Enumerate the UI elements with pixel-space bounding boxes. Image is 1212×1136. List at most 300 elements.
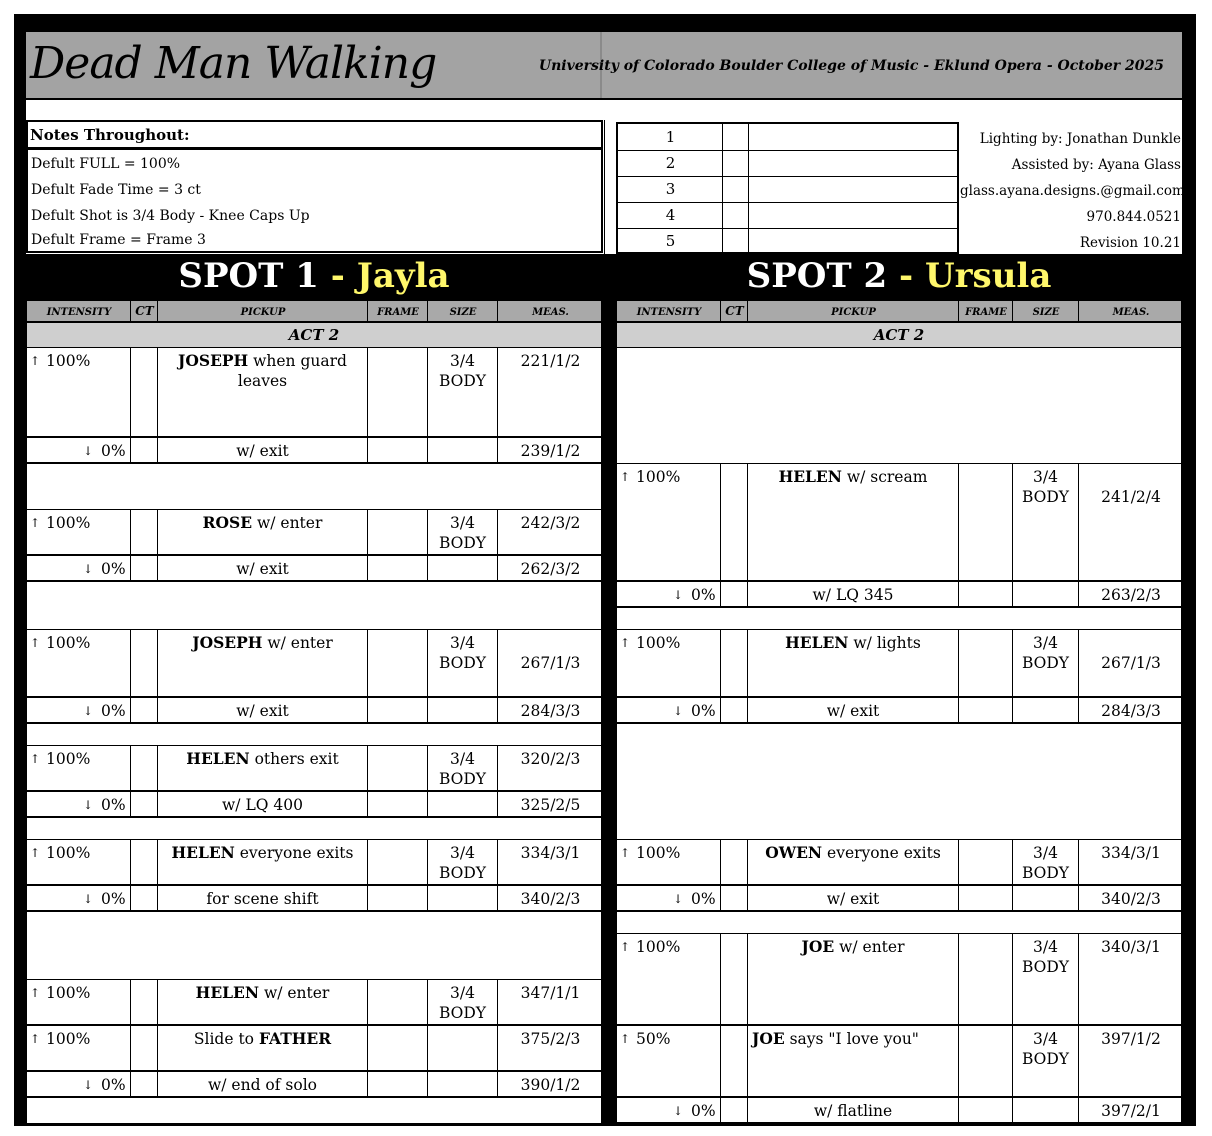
pickup-text (162, 441, 363, 461)
size-cell (428, 980, 498, 1025)
cue-row[interactable] (616, 1098, 1182, 1124)
note-line: Defult Frame = Frame 3 (31, 232, 206, 248)
arrow-down-icon: ↓ (673, 704, 684, 718)
size-cell (428, 630, 498, 697)
intensity-cell (617, 464, 721, 581)
pickup-cue: w/ exit (236, 702, 289, 720)
pickup-cell (158, 630, 368, 697)
size-cell (428, 556, 498, 581)
cell (131, 698, 158, 723)
measure-cell (1079, 464, 1183, 581)
pickup-cue: says "I love you" (784, 1030, 919, 1048)
arrow-up-icon: ↑ (620, 846, 631, 860)
character-name: JOE (752, 1029, 785, 1048)
arrow-down-icon: ↓ (83, 704, 94, 718)
column-label: PICKUP (831, 307, 876, 318)
pickup-cue: w/ flatline (813, 1102, 893, 1120)
size-value: 3/4 BODY (438, 984, 487, 1022)
size-cell (428, 1072, 498, 1097)
intensity-cell (27, 510, 131, 555)
credit-lighting: Lighting by: Jonathan Dunkle (979, 131, 1181, 147)
measure-cell (1079, 630, 1183, 697)
pickup-text (752, 1101, 954, 1121)
pickup-cue: w/ scream (841, 468, 928, 486)
pickup-text (162, 1029, 363, 1049)
frame-number: 4 (665, 206, 676, 224)
pickup-cell (748, 464, 959, 581)
pickup-cell (158, 980, 368, 1025)
arrow-up-icon: ↑ (30, 986, 41, 1000)
pickup-cell (158, 746, 368, 791)
cell (131, 746, 158, 791)
character-name: HELEN (778, 467, 842, 486)
size-value: 3/4 BODY (438, 750, 487, 788)
frame-number: 1 (665, 128, 676, 146)
arrow-up-icon: ↑ (30, 1032, 41, 1046)
character-name: HELEN (186, 749, 250, 768)
measure-cell (498, 886, 603, 911)
notes-heading: Notes Throughout: (28, 122, 601, 150)
column-label: CT (135, 304, 154, 318)
pickup-cell (748, 886, 959, 911)
cell (131, 630, 158, 697)
pickup-cue: w/ enter (252, 514, 323, 532)
pickup-text (752, 843, 954, 863)
intensity-cell (617, 698, 721, 723)
cell (368, 1072, 428, 1097)
pickup-cell (748, 1098, 959, 1123)
arrow-up-icon: ↑ (30, 752, 41, 766)
measure-cell (498, 1072, 603, 1097)
column-label: PICKUP (240, 307, 286, 318)
column-label: SIZE (449, 307, 477, 318)
pickup-cell (158, 348, 368, 437)
pickup-cell (748, 934, 959, 1025)
measure-cell (1079, 1098, 1183, 1123)
intensity-cell (27, 348, 131, 437)
arrow-down-icon: ↓ (673, 892, 684, 906)
blank-row (26, 1098, 602, 1124)
size-value: 3/4 BODY (1021, 1030, 1070, 1068)
measure-cell (498, 840, 603, 885)
pickup-text (162, 1075, 363, 1095)
intensity-value: 0% (101, 890, 126, 908)
cell (368, 698, 428, 723)
note-line: Defult Fade Time = 3 ct (31, 182, 201, 198)
measure-value: 267/1/3 (520, 654, 581, 672)
arrow-down-icon: ↓ (673, 1104, 684, 1118)
cell (959, 464, 1013, 581)
cell (368, 746, 428, 791)
note-line: Defult Shot is 3/4 Body - Knee Caps Up (31, 208, 310, 224)
pickup-text (162, 633, 363, 653)
cue-row[interactable] (26, 1072, 602, 1098)
character-name: FATHER (258, 1029, 332, 1048)
title-bar (26, 32, 1182, 98)
measure-value: 340/2/3 (520, 890, 581, 908)
intensity-cell (27, 698, 131, 723)
measure-value: 334/3/1 (520, 844, 581, 862)
blank-row (616, 912, 1182, 934)
intensity-cell (27, 792, 131, 817)
size-cell (428, 348, 498, 437)
size-cell (428, 746, 498, 791)
cell (368, 630, 428, 697)
cue-row[interactable] (26, 438, 602, 464)
frame-number: 3 (665, 180, 676, 198)
character-name: HELEN (195, 983, 260, 1002)
blank-row (616, 608, 1182, 630)
cue-row[interactable] (26, 886, 602, 912)
cell (721, 1026, 748, 1097)
notes-box (26, 120, 603, 253)
cell (131, 886, 158, 911)
measure-value: 390/1/2 (520, 1076, 581, 1094)
measure-cell (498, 746, 603, 791)
arrow-down-icon: ↓ (673, 588, 684, 602)
intensity-value: 100% (46, 634, 91, 652)
cue-row[interactable] (616, 582, 1182, 608)
intensity-cell (617, 1098, 721, 1123)
measure-value: 241/2/4 (1101, 488, 1161, 506)
spacer-band (26, 100, 1182, 120)
spot1-dash: - (318, 256, 357, 296)
cell (368, 886, 428, 911)
cell (131, 510, 158, 555)
cell (131, 980, 158, 1025)
cell (721, 840, 748, 885)
measure-cell (498, 438, 603, 463)
intensity-value: 100% (636, 634, 681, 652)
character-name: JOE (801, 937, 835, 956)
spot2-act-heading: ACT 2 (616, 322, 1182, 348)
cell (131, 438, 158, 463)
cell (368, 1026, 428, 1071)
cue-row[interactable] (26, 746, 602, 792)
pickup-cue: w/ enter (262, 634, 333, 652)
intensity-value: 100% (46, 1030, 91, 1048)
pickup-cue: others exit (249, 750, 339, 768)
intensity-cell (27, 980, 131, 1025)
spot1-title (26, 256, 602, 296)
column-divider (427, 301, 428, 321)
pickup-prefix: Slide to (193, 1030, 259, 1048)
spot1-label: SPOT 1 (178, 256, 319, 296)
size-value: 3/4 BODY (1021, 634, 1070, 672)
frame-number: 5 (665, 232, 676, 250)
intensity-cell (617, 582, 721, 607)
pickup-text (752, 1029, 954, 1049)
measure-cell (498, 348, 603, 437)
size-cell (428, 698, 498, 723)
column-divider (747, 301, 748, 321)
intensity-cell (27, 630, 131, 697)
intensity-cell (27, 840, 131, 885)
pickup-cue: w/ LQ 400 (222, 796, 303, 814)
blank-row (26, 464, 602, 510)
intensity-value: 100% (636, 844, 681, 862)
frames-table (616, 122, 959, 254)
cue-row[interactable] (616, 840, 1182, 886)
pickup-text (752, 467, 954, 487)
intensity-value: 100% (46, 352, 91, 370)
column-divider (720, 301, 721, 321)
pickup-cell (158, 1026, 368, 1071)
cell (131, 348, 158, 437)
cell (959, 698, 1013, 723)
measure-value: 340/2/3 (1101, 890, 1161, 908)
size-cell (1013, 582, 1079, 607)
measure-value: 347/1/1 (520, 984, 581, 1002)
pickup-cell (748, 582, 959, 607)
intensity-cell (617, 630, 721, 697)
character-name: HELEN (785, 633, 849, 652)
column-divider (1078, 301, 1079, 321)
measure-value: 397/2/1 (1101, 1102, 1161, 1120)
measure-cell (498, 1026, 603, 1071)
arrow-up-icon: ↑ (30, 846, 41, 860)
column-label: SIZE (1032, 307, 1060, 318)
page-title: Dead Man Walking (30, 38, 437, 89)
intensity-value: 100% (46, 514, 91, 532)
cell (368, 556, 428, 581)
column-label: MEAS. (1112, 307, 1150, 318)
intensity-value: 0% (691, 586, 716, 604)
pickup-cue: when guard leaves (237, 352, 347, 390)
measure-value: 325/2/5 (520, 796, 581, 814)
pickup-text (162, 559, 363, 579)
blank-row (26, 818, 602, 840)
pickup-cell (158, 840, 368, 885)
cell (721, 582, 748, 607)
pickup-text (752, 633, 954, 653)
character-name: HELEN (171, 843, 235, 862)
size-cell (428, 792, 498, 817)
arrow-down-icon: ↓ (83, 1078, 94, 1092)
cell (959, 934, 1013, 1025)
pickup-cue: w/ end of solo (208, 1076, 317, 1094)
pickup-cue: w/ lights (848, 634, 921, 652)
spot1-column-header (26, 300, 602, 322)
measure-value: 397/1/2 (1101, 1030, 1161, 1048)
arrow-up-icon: ↑ (30, 636, 41, 650)
arrow-down-icon: ↓ (83, 444, 94, 458)
pickup-cue: w/ enter (834, 938, 905, 956)
credit-revision: Revision 10.21 (1079, 235, 1181, 251)
intensity-cell (27, 886, 131, 911)
pickup-cell (158, 792, 368, 817)
cue-row[interactable] (616, 886, 1182, 912)
intensity-value: 100% (46, 750, 91, 768)
measure-cell (498, 792, 603, 817)
measure-cell (498, 510, 603, 555)
measure-value: 262/3/2 (520, 560, 581, 578)
frame-number: 2 (665, 154, 676, 172)
cue-row[interactable] (26, 840, 602, 886)
intensity-value: 50% (636, 1030, 671, 1048)
intensity-value: 100% (46, 984, 91, 1002)
pickup-cue: w/ enter (259, 984, 330, 1002)
cell (368, 348, 428, 437)
pickup-cue: w/ exit (236, 560, 289, 578)
cell (368, 510, 428, 555)
cell (721, 698, 748, 723)
blank-row (26, 724, 602, 746)
character-name: JOSEPH (178, 351, 249, 370)
size-cell (1013, 698, 1079, 723)
size-value: 3/4 BODY (1021, 844, 1070, 882)
pickup-cell (748, 630, 959, 697)
measure-cell (1079, 886, 1183, 911)
arrow-up-icon: ↑ (620, 940, 631, 954)
column-label: INTENSITY (46, 307, 112, 318)
cue-row[interactable] (26, 348, 602, 438)
intensity-value: 0% (691, 1102, 716, 1120)
character-name: ROSE (202, 513, 253, 532)
cell (959, 1026, 1013, 1097)
pickup-text (752, 889, 954, 909)
measure-value: 239/1/2 (520, 442, 581, 460)
cell (959, 886, 1013, 911)
credit-phone: 970.844.0521 (1086, 209, 1181, 225)
production-subtitle: University of Colorado Boulder College of Music - Eklund Opera - October 2025 (538, 58, 1164, 74)
pickup-cue: w/ exit (236, 442, 289, 460)
cell (959, 1098, 1013, 1123)
size-cell (428, 1026, 498, 1071)
intensity-value: 0% (101, 1076, 126, 1094)
measure-cell (1079, 582, 1183, 607)
arrow-down-icon: ↓ (83, 798, 94, 812)
cell (131, 792, 158, 817)
spot1-operator: Jayla (356, 256, 450, 296)
cue-row[interactable] (616, 630, 1182, 698)
note-line: Defult FULL = 100% (31, 156, 181, 172)
cell (131, 556, 158, 581)
measure-value: 284/3/3 (1101, 702, 1161, 720)
character-name: OWEN (765, 843, 823, 862)
pickup-cue: everyone exits (234, 844, 354, 862)
intensity-value: 100% (636, 468, 681, 486)
cell (368, 792, 428, 817)
measure-cell (1079, 698, 1183, 723)
spot2-label: SPOT 2 (746, 256, 888, 296)
credit-email: glass.ayana.designs.@gmail.com (960, 183, 1185, 199)
cue-row[interactable] (616, 464, 1182, 582)
arrow-up-icon: ↑ (620, 1032, 631, 1046)
cue-row[interactable] (26, 510, 602, 556)
measure-value: 284/3/3 (520, 702, 581, 720)
size-cell (428, 510, 498, 555)
column-label: MEAS. (532, 307, 569, 318)
pickup-cell (158, 1072, 368, 1097)
pickup-cue: w/ exit (826, 702, 880, 720)
spot1-act-heading: ACT 2 (26, 322, 602, 348)
size-cell (1013, 464, 1079, 581)
pickup-text (162, 749, 363, 769)
pickup-text (752, 701, 954, 721)
cue-row[interactable] (26, 980, 602, 1026)
measure-cell (1079, 840, 1183, 885)
column-divider (1012, 301, 1013, 321)
column-label: INTENSITY (636, 307, 702, 318)
intensity-value: 0% (101, 442, 126, 460)
measure-value: 221/1/2 (520, 352, 581, 370)
column-divider (367, 301, 368, 321)
measure-value: 340/3/1 (1101, 938, 1161, 956)
size-value: 3/4 BODY (438, 634, 487, 672)
pickup-cell (158, 556, 368, 581)
measure-value: 320/2/3 (520, 750, 581, 768)
intensity-value: 0% (691, 890, 716, 908)
intensity-cell (27, 1026, 131, 1071)
credit-assistant: Assisted by: Ayana Glass (1011, 157, 1181, 173)
cell (721, 886, 748, 911)
cue-row[interactable] (616, 698, 1182, 724)
column-divider (130, 301, 131, 321)
intensity-cell (27, 438, 131, 463)
cell (959, 582, 1013, 607)
pickup-text (162, 513, 363, 533)
credits-block (960, 126, 1185, 256)
blank-row (616, 724, 1182, 840)
size-value: 3/4 BODY (1021, 468, 1070, 506)
pickup-cell (748, 840, 959, 885)
cell (721, 464, 748, 581)
arrow-up-icon: ↑ (30, 516, 41, 530)
size-cell (1013, 1098, 1079, 1123)
intensity-cell (617, 1026, 721, 1097)
intensity-value: 0% (101, 796, 126, 814)
cue-row[interactable] (26, 792, 602, 818)
column-divider (958, 301, 959, 321)
blank-row (26, 582, 602, 630)
size-cell (1013, 630, 1079, 697)
cue-row[interactable] (26, 630, 602, 698)
cell (131, 1072, 158, 1097)
cue-row[interactable] (26, 556, 602, 582)
cell (721, 934, 748, 1025)
cue-row[interactable] (616, 934, 1182, 1026)
size-value: 3/4 BODY (438, 514, 487, 552)
cell (959, 840, 1013, 885)
intensity-cell (617, 934, 721, 1025)
measure-value: 242/3/2 (520, 514, 581, 532)
pickup-cell (158, 438, 368, 463)
spot2-title (616, 256, 1182, 296)
cell (131, 1026, 158, 1071)
pickup-cell (158, 698, 368, 723)
cell (721, 1098, 748, 1123)
size-value: 3/4 BODY (438, 352, 487, 390)
measure-value: 267/1/3 (1101, 654, 1161, 672)
pickup-cell (748, 698, 959, 723)
pickup-text (162, 351, 363, 391)
column-divider (497, 301, 498, 321)
cell (368, 840, 428, 885)
spot2-column-header (616, 300, 1182, 322)
spot2-operator: Ursula (924, 256, 1052, 296)
cell (959, 630, 1013, 697)
pickup-text (752, 585, 954, 605)
cue-row[interactable] (26, 698, 602, 724)
blank-row (616, 348, 1182, 464)
arrow-up-icon: ↑ (620, 636, 631, 650)
intensity-value: 0% (101, 560, 126, 578)
size-cell (428, 438, 498, 463)
cue-row[interactable] (26, 1026, 602, 1072)
cue-row[interactable] (616, 1026, 1182, 1098)
intensity-cell (617, 840, 721, 885)
